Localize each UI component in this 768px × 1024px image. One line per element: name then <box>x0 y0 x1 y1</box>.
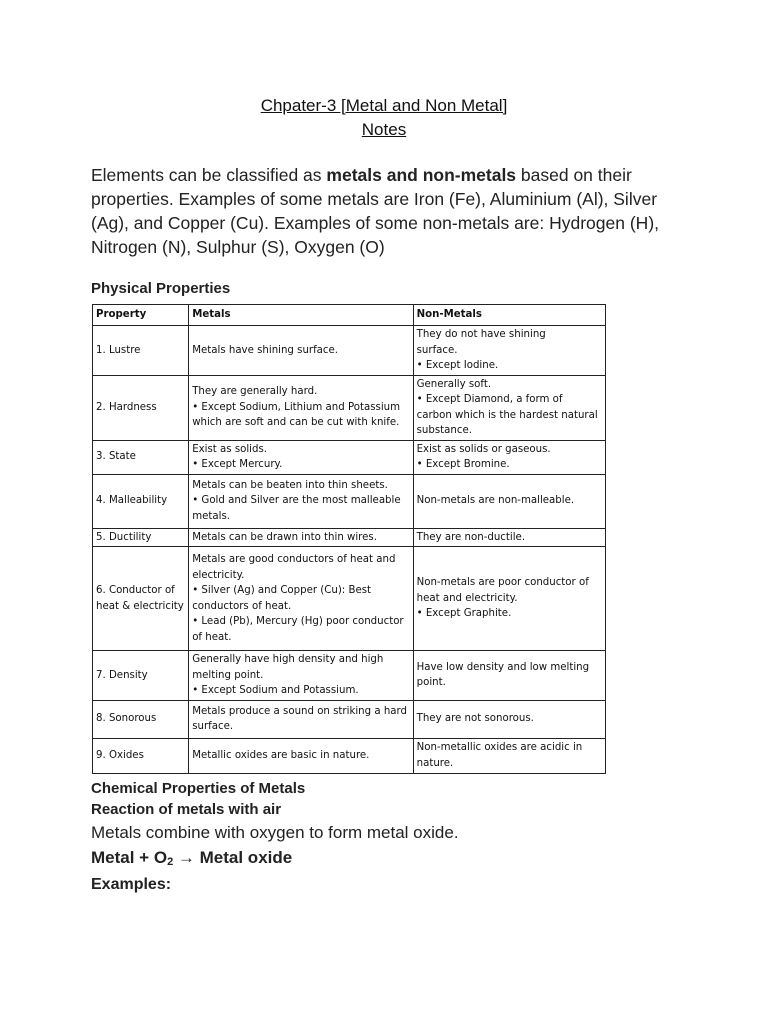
cell-line: They are generally hard. <box>192 386 318 398</box>
cell-nonmetals <box>413 375 605 440</box>
cell-line: melting point. <box>192 669 264 681</box>
intro-text-1: Elements can be classified as <box>91 165 327 185</box>
title-line-2: Notes <box>361 120 407 139</box>
cell-nonmetals <box>413 738 605 773</box>
cell-line: surface. <box>192 721 234 732</box>
header-property: Property <box>93 305 189 326</box>
cell-line: point. <box>416 677 446 689</box>
equation-subscript: 2 <box>167 856 174 868</box>
table-row <box>93 440 606 474</box>
cell-line: They are non-ductile. <box>416 531 526 543</box>
cell-line: carbon which is the hardest natural <box>416 409 598 421</box>
chemical-properties-section <box>91 778 691 896</box>
cell-line: • Except Iodine. <box>416 360 499 371</box>
cell-property <box>93 474 189 528</box>
cell-metals <box>189 738 413 773</box>
cell-property <box>93 326 189 376</box>
cell-nonmetals <box>413 651 605 701</box>
cell-line: 8. Sonorous <box>96 713 157 725</box>
cell-line: Metals can be beaten into thin sheets. <box>192 479 388 491</box>
cell-line: Non-metals are poor conductor of <box>416 577 589 589</box>
cell-nonmetals <box>413 326 605 376</box>
cell-line: Non-metals are non-malleable. <box>416 495 575 507</box>
header-metals: Metals <box>189 305 413 326</box>
cell-line: • Except Diamond, a form of <box>416 394 563 405</box>
properties-table <box>92 304 606 774</box>
physical-properties-heading: Physical Properties <box>91 280 231 297</box>
cell-line: Generally have high density and high <box>192 654 384 665</box>
cell-line: metals. <box>192 510 230 522</box>
cell-metals <box>189 440 413 474</box>
cell-nonmetals <box>413 700 605 738</box>
cell-line: heat and electricity. <box>416 592 518 604</box>
cell-metals <box>189 326 413 376</box>
cell-line: • Except Bromine. <box>416 459 510 470</box>
header-non-metals: Non-Metals <box>413 305 605 326</box>
cell-line: Metals are good conductors of heat and <box>192 554 396 565</box>
cell-line: surface. <box>416 344 458 356</box>
cell-nonmetals <box>413 547 605 651</box>
cell-line: 1. Lustre <box>96 344 141 356</box>
table-row <box>93 474 606 528</box>
table-row <box>93 528 606 547</box>
table-row <box>93 700 606 738</box>
table-row <box>93 547 606 651</box>
cell-line: Have low density and low melting <box>416 661 590 673</box>
table-row <box>93 738 606 773</box>
cell-nonmetals <box>413 440 605 474</box>
cell-line: electricity. <box>192 569 245 581</box>
cell-line: • Except Sodium and Potassium. <box>192 685 359 696</box>
cell-metals <box>189 474 413 528</box>
chemical-properties-heading: Chemical Properties of Metals <box>91 780 306 797</box>
cell-line: which are soft and can be cut with knife. <box>192 417 400 429</box>
cell-line: Exist as solids or gaseous. <box>416 443 551 455</box>
intro-bold-text: metals and non-metals <box>326 165 517 185</box>
cell-line: • Except Graphite. <box>416 608 512 620</box>
reaction-with-air-heading: Reaction of metals with air <box>91 801 282 818</box>
cell-nonmetals <box>413 528 605 547</box>
table-header-row <box>93 305 606 326</box>
cell-line: They are not sonorous. <box>416 713 534 725</box>
cell-line: heat & electricity <box>96 600 184 612</box>
cell-line: substance. <box>416 425 472 436</box>
cell-line: Metals have shining surface. <box>192 344 339 356</box>
cell-line: 2. Hardness <box>96 401 157 413</box>
cell-line: 3. State <box>96 451 136 463</box>
cell-metals <box>189 528 413 547</box>
cell-metals <box>189 375 413 440</box>
cell-line: 7. Density <box>96 669 148 681</box>
cell-property <box>93 738 189 773</box>
cell-line: 9. Oxides <box>96 749 144 761</box>
cell-line: • Silver (Ag) and Copper (Cu): Best <box>192 585 372 596</box>
equation-left: Metal + O <box>91 848 168 867</box>
table-row <box>93 651 606 701</box>
cell-line: Exist as solids. <box>192 443 268 455</box>
cell-property <box>93 528 189 547</box>
cell-metals <box>189 547 413 651</box>
cell-metals <box>189 700 413 738</box>
intro-paragraph <box>91 163 691 259</box>
cell-line: nature. <box>416 757 454 769</box>
cell-property <box>93 440 189 474</box>
cell-line: • Except Sodium, Lithium and Potassium <box>192 401 401 413</box>
intro-text-2: based on their properties. Examples of some metals are Iron (Fe), Aluminium (Al), Silver (Ag), and Copper (Cu). Examples of some non-metals are: Hydrogen (H), Nitrogen (N), Sulphur (S), Oxygen (O) <box>91 165 660 257</box>
cell-nonmetals <box>413 474 605 528</box>
cell-line: • Gold and Silver are the most malleable <box>192 495 401 507</box>
cell-metals <box>189 651 413 701</box>
cell-property <box>93 375 189 440</box>
cell-line: 6. Conductor of <box>96 585 175 596</box>
table-row <box>93 375 606 440</box>
cell-line: Generally soft. <box>416 378 492 390</box>
cell-property <box>93 547 189 651</box>
cell-line: Non-metallic oxides are acidic in <box>416 742 583 753</box>
cell-line: 5. Ductility <box>96 531 152 543</box>
cell-property <box>93 651 189 701</box>
cell-line: • Except Mercury. <box>192 459 283 470</box>
cell-line: Metals produce a sound on striking a hard <box>192 705 407 717</box>
table-body <box>93 326 606 774</box>
cell-line: They do not have shining <box>416 329 546 340</box>
table-row <box>93 326 606 376</box>
page-title <box>0 94 768 142</box>
reaction-equation <box>91 846 691 874</box>
cell-property <box>93 700 189 738</box>
cell-line: Metallic oxides are basic in nature. <box>192 749 370 761</box>
cell-line: • Lead (Pb), Mercury (Hg) poor conductor <box>192 616 404 627</box>
equation-right: → Metal oxide <box>173 848 293 867</box>
cell-line: conductors of heat. <box>192 600 292 612</box>
cell-line: 4. Malleability <box>96 495 168 507</box>
cell-line: of heat. <box>192 631 232 643</box>
examples-heading: Examples: <box>91 876 172 893</box>
reaction-text: Metals combine with oxygen to form metal oxide. <box>91 823 459 842</box>
title-line-1: Chpater-3 [Metal and Non Metal] <box>260 96 508 115</box>
cell-line: Metals can be drawn into thin wires. <box>192 531 377 543</box>
